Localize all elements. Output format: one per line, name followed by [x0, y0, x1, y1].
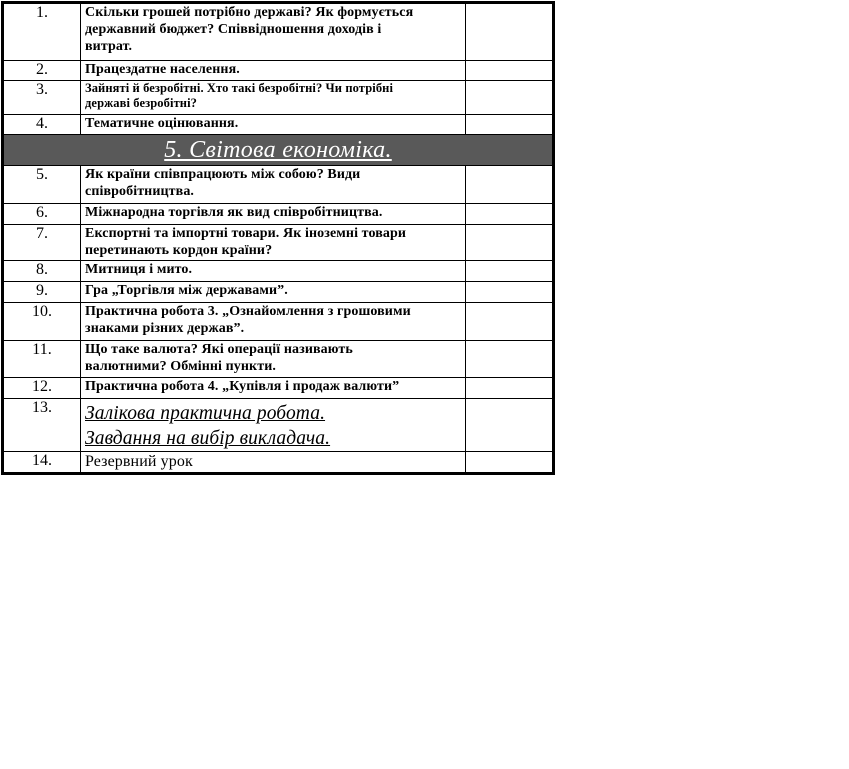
- lesson-topic: [81, 341, 466, 378]
- row-number: 5.: [3, 166, 81, 204]
- topic-line: Практична робота 3. „Ознайомлення з грошовими: [85, 304, 411, 319]
- empty-cell: [466, 3, 554, 61]
- lesson-topic: Резервний урок: [81, 452, 466, 474]
- row-number: 10.: [3, 303, 81, 341]
- lesson-topic: [81, 378, 466, 399]
- table-row: [3, 3, 554, 61]
- table-row: [3, 378, 554, 399]
- topic-line: Завдання на вибір викладача.: [85, 428, 331, 449]
- table-row: [3, 81, 554, 115]
- empty-cell: [466, 341, 554, 378]
- row-number: 12.: [3, 378, 81, 399]
- empty-cell: [466, 204, 554, 225]
- table-row: [3, 452, 554, 474]
- lesson-topic: [81, 81, 466, 115]
- lesson-topic: [81, 166, 466, 204]
- empty-cell: [466, 115, 554, 135]
- row-number: 6.: [3, 204, 81, 225]
- table-row: [3, 204, 554, 225]
- row-number: 7.: [3, 225, 81, 261]
- lesson-topic: [81, 303, 466, 341]
- topic-line: Практична робота 4. „Купівля і продаж валюти”: [85, 379, 400, 394]
- row-number: 14.: [3, 452, 81, 474]
- table-row: [3, 225, 554, 261]
- lesson-topic: [81, 204, 466, 225]
- lesson-plan-table: [1, 1, 555, 475]
- topic-line: знаками різних держав”.: [85, 321, 245, 336]
- section-header-row: [3, 135, 554, 166]
- table-row: [3, 61, 554, 81]
- empty-cell: [466, 225, 554, 261]
- topic-line: Митниця і мито.: [85, 262, 193, 277]
- topic-line: Що таке валюта? Які операції називають: [85, 342, 353, 357]
- lesson-topic: [81, 61, 466, 81]
- empty-cell: [466, 399, 554, 452]
- row-number: 8.: [3, 261, 81, 282]
- row-number: 11.: [3, 341, 81, 378]
- row-number: 4.: [3, 115, 81, 135]
- row-number: 1.: [3, 3, 81, 61]
- topic-line: Експортні та імпортні товари. Як іноземні товари: [85, 226, 407, 241]
- empty-cell: [466, 303, 554, 341]
- topic-line: Зайняті й безробітні. Хто такі безробітні? Чи потрібні: [85, 81, 394, 95]
- section-title: 5. Світова економіка.: [164, 137, 392, 163]
- table-row: [3, 166, 554, 204]
- empty-cell: [466, 61, 554, 81]
- empty-cell: [466, 81, 554, 115]
- empty-cell: [466, 452, 554, 474]
- section-header-cell: [3, 135, 554, 166]
- topic-line: співробітництва.: [85, 184, 195, 199]
- topic-line: Працездатне населення.: [85, 62, 240, 77]
- row-number: 2.: [3, 61, 81, 81]
- lesson-topic: [81, 115, 466, 135]
- lesson-topic: [81, 3, 466, 61]
- topic-line: Тематичне оцінювання.: [85, 116, 239, 131]
- table-row: [3, 115, 554, 135]
- table-row: [3, 282, 554, 303]
- topic-line: Залікова практична робота.: [85, 403, 326, 424]
- topic-line: державі безробітні?: [85, 96, 198, 110]
- topic-line: Як країни співпрацюють між собою? Види: [85, 167, 361, 182]
- table-row: [3, 341, 554, 378]
- empty-cell: [466, 282, 554, 303]
- topic-line: перетинають кордон країни?: [85, 243, 273, 258]
- topic-line: валютними? Обмінні пункти.: [85, 359, 276, 374]
- lesson-topic: [81, 399, 466, 452]
- lesson-topic: [81, 225, 466, 261]
- empty-cell: [466, 261, 554, 282]
- row-number: 13.: [3, 399, 81, 452]
- topic-line: витрат.: [85, 39, 133, 54]
- table-row: [3, 303, 554, 341]
- row-number: 3.: [3, 81, 81, 115]
- lesson-topic: [81, 261, 466, 282]
- empty-cell: [466, 378, 554, 399]
- topic-line: Скільки грошей потрібно державі? Як формується: [85, 5, 414, 20]
- table-row: [3, 399, 554, 452]
- topic-line: державний бюджет? Співвідношення доходів і: [85, 22, 382, 37]
- table-row: [3, 261, 554, 282]
- row-number: 9.: [3, 282, 81, 303]
- topic-line: Гра „Торгівля між державами”.: [85, 283, 288, 298]
- lesson-topic: [81, 282, 466, 303]
- topic-line: Міжнародна торгівля як вид співробітництва.: [85, 205, 383, 220]
- empty-cell: [466, 166, 554, 204]
